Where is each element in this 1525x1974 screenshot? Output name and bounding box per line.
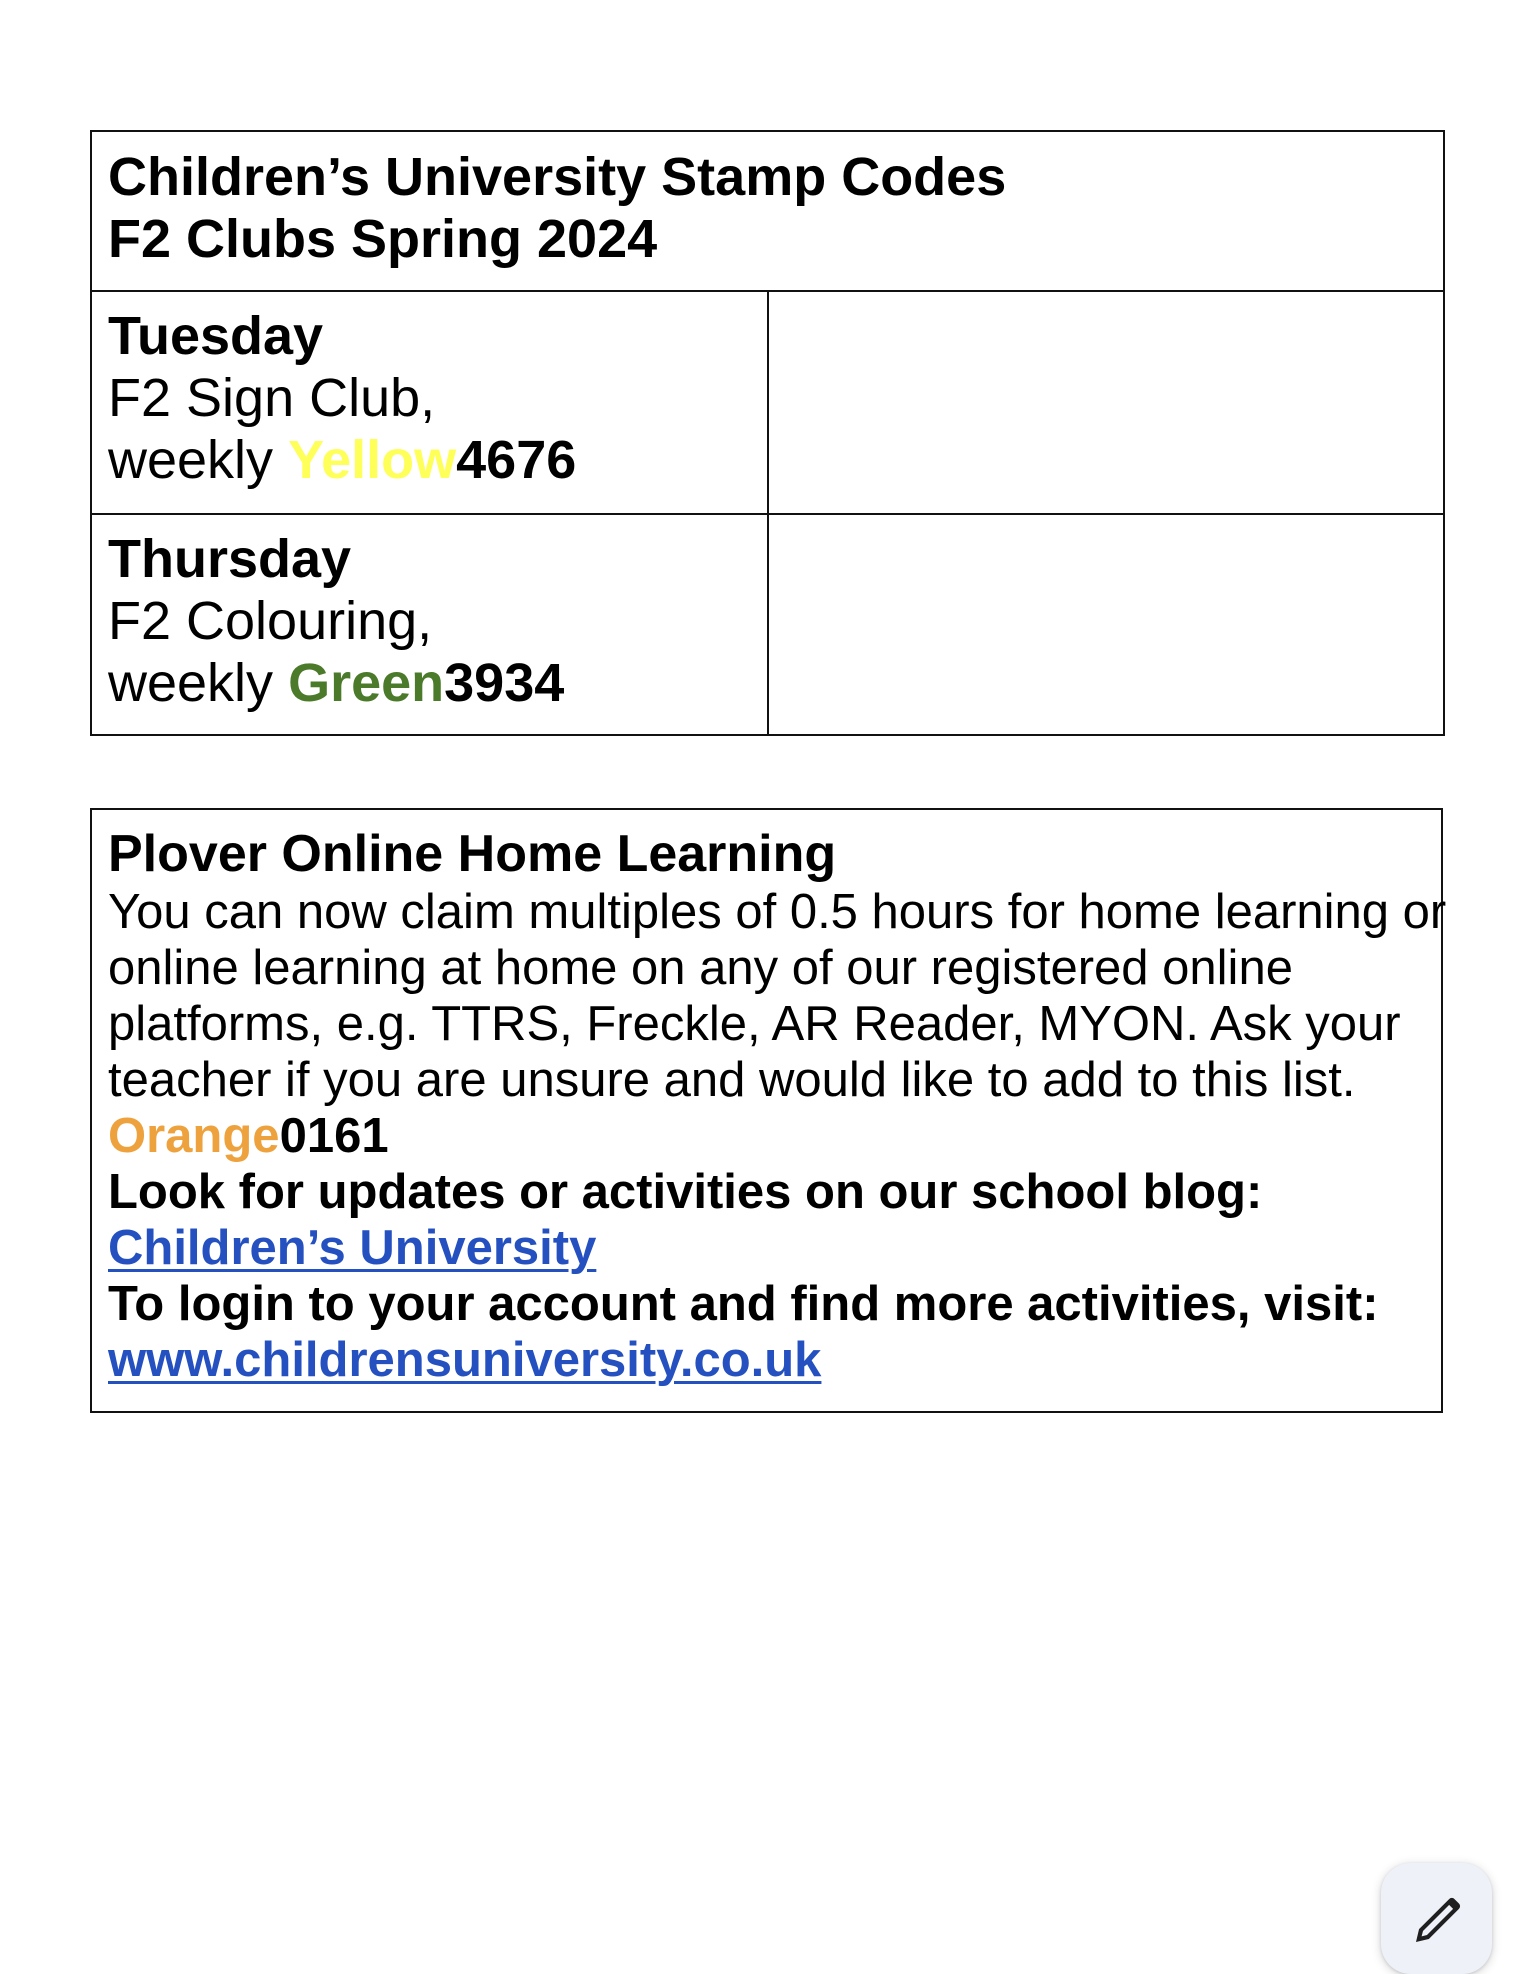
home-learning-body-line: teacher if you are unsure and would like to add to this list. (108, 1053, 1356, 1107)
home-learning-body-line: online learning at home on any of our registered online (108, 941, 1293, 995)
edit-fab-button[interactable] (1381, 1863, 1492, 1974)
home-learning-box (90, 808, 1447, 1413)
table-row (91, 514, 1444, 735)
table-row (91, 809, 1442, 1412)
club-code-line (108, 652, 751, 714)
stamp-code-color: Orange (108, 1109, 280, 1163)
home-learning-title: Plover Online Home Learning (108, 825, 837, 883)
club-name: F2 Sign Club, (108, 368, 436, 428)
stamp-code-number: 4676 (456, 430, 577, 490)
table-subtitle: F2 Clubs Spring 2024 (108, 209, 658, 269)
blog-prompt: Look for updates or activities on our school blog: (108, 1165, 1263, 1219)
stamp-code-color: Green (288, 653, 445, 713)
table-header-row (91, 131, 1444, 291)
stamp-code-number: 3934 (444, 653, 565, 713)
empty-cell (768, 291, 1444, 514)
club-cell-thursday (91, 514, 768, 735)
pencil-icon (1409, 1893, 1465, 1949)
club-code-line (108, 429, 751, 491)
stamp-code-number: 0161 (279, 1109, 389, 1163)
club-name: F2 Colouring, (108, 591, 433, 651)
table-row (91, 291, 1444, 514)
blog-link[interactable]: Children’s University (108, 1221, 597, 1275)
login-prompt: To login to your account and find more activities, visit: (108, 1277, 1379, 1331)
club-day: Thursday (108, 529, 352, 589)
empty-cell (768, 514, 1444, 735)
stamp-code-color: Yellow (288, 430, 457, 490)
home-learning-body-line: You can now claim multiples of 0.5 hours for home learning or (108, 885, 1447, 939)
website-link[interactable]: www.childrensuniversity.co.uk (108, 1333, 822, 1387)
home-learning-code-line (108, 1108, 1425, 1164)
club-cell-tuesday (91, 291, 768, 514)
club-frequency: weekly (108, 653, 289, 713)
home-learning-cell (91, 809, 1447, 1412)
club-day: Tuesday (108, 306, 324, 366)
table-title: Children’s University Stamp Codes (108, 147, 1007, 207)
stamp-codes-table (90, 130, 1445, 736)
home-learning-body-line: platforms, e.g. TTRS, Freckle, AR Reader, MYON. Ask your (108, 997, 1401, 1051)
table-title-cell (91, 131, 1444, 291)
club-frequency: weekly (108, 430, 289, 490)
